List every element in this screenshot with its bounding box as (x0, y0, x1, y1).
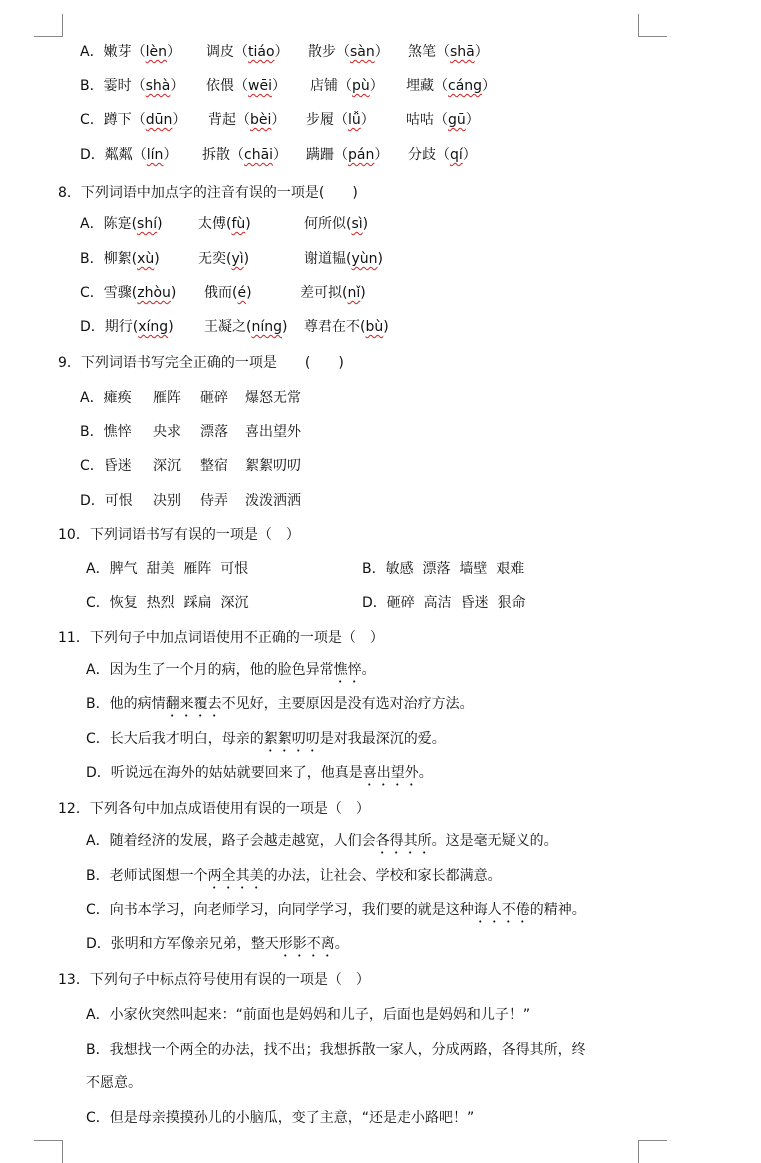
document-page: A．嫩芽（lèn） 调皮（tiáo） 散步（sàn） 煞笔（shā） B．霎时（shà） 依偎（wēi） 店铺（pù） 埋藏（cáng） C．蹲下（dūn） 背起（bèi） 步履（lǚ） 咕咕（gū） D．粼粼（lín） 拆散（chāi） 蹒跚（pán） 分歧（qí） 8．下列词语中加点字的注音有误的一项是( ) A．陈寔(shí) 太傅(fù) 何所似(sì) B．柳絮(xù) 无奕(yì) 谢道韫(yùn) C．雪骤(zhòu) 俄而(é) 差可拟(nǐ) D．期行(xíng) 王凝之(níng) 尊君在不(bù) 9．下列词语书写完全正确的一项是 ( ) A．瘫痪 雁阵 砸碎 爆怒无常 B．憔悴 央求 漂落 喜出望外 C．昏迷 深沉 整宿 絮絮叨叨 D．可恨 决别 侍弄 泼泼洒洒 10．下列词语书写有误的一项是（ ） A．脾气 甜美 雁阵 可恨 B．敏感 漂落 墙壁 艰难 C．恢复 热烈 踩扁 深沉 D．砸碎 高洁 昏迷 狠命 11．下列句子中加点词语使用不正确的一项是（ ） A．因为生了一个月的病，他的脸色异常憔悴。 B．他的病情翻来覆去不见好，主要原因是没有选对治疗方法。 C．长大后我才明白，母亲的絮絮叨叨是对我最深沉的爱。 D．听说远在海外的姑姑就要回来了，他真是喜出望外。 12．下列各句中加点成语使用有误的一项是（ ） A．随着经济的发展，路子会越走越宽，人们会各得其所。这是毫无疑义的。 B．老师试图想一个两全其美的办法，让社会、学校和家长都满意。 C．向书本学习，向老师学习，向同学学习，我们要的就是这种诲人不倦的精神。 D．张明和方军像亲兄弟，整天形影不离。 13．下列句子中标点符号使用有误的一项是（ ） A．小家伙突然叫起来：“前面也是妈妈和儿子，后面也是妈妈和儿子！” B．我想找一个两全的办法，找不出；我想拆散一家人，分成两路，各得其所，终 不愿意。 C．但是母亲摸摸孙儿的小脑瓜，变了主意，“还是走小路吧！” (58, 44, 586, 1126)
q13-option-b-line1: B．我想找一个两全的办法，找不出；我想拆散一家人，分成两路，各得其所，终 (86, 1042, 586, 1058)
q9-stem: 9．下列词语书写完全正确的一项是 ( ) (58, 355, 344, 371)
q10-option-a: A．脾气 甜美 雁阵 可恨 (86, 561, 249, 577)
q11-option-b: B．他的病情翻来覆去不见好，主要原因是没有选对治疗方法。 (86, 696, 474, 712)
q8-stem: 8．下列词语中加点字的注音有误的一项是( ) (58, 185, 358, 201)
q13-option-b-line2: 不愿意。 (86, 1075, 142, 1091)
q12-stem: 12．下列各句中加点成语使用有误的一项是（ ） (58, 801, 370, 817)
q13-option-a: A．小家伙突然叫起来：“前面也是妈妈和儿子，后面也是妈妈和儿子！” (86, 1007, 531, 1023)
q10-option-c: C．恢复 热烈 踩扁 深沉 (86, 595, 249, 611)
q10-option-d: D．砸碎 高洁 昏迷 狠命 (362, 595, 526, 611)
q12-option-c: C．向书本学习，向老师学习，向同学学习，我们要的就是这种诲人不倦的精神。 (86, 902, 586, 918)
q10-stem: 10．下列词语书写有误的一项是（ ） (58, 527, 300, 543)
q13-option-c: C．但是母亲摸摸孙儿的小脑瓜，变了主意，“还是走小路吧！” (86, 1110, 475, 1126)
q12-option-a: A．随着经济的发展，路子会越走越宽，人们会各得其所。这是毫无疑义的。 (86, 833, 558, 849)
q13-stem: 13．下列句子中标点符号使用有误的一项是（ ） (58, 972, 370, 988)
q11-option-c: C．长大后我才明白，母亲的絮絮叨叨是对我最深沉的爱。 (86, 731, 446, 747)
q12-option-b: B．老师试图想一个两全其美的办法，让社会、学校和家长都满意。 (86, 868, 502, 884)
q11-stem: 11．下列句子中加点词语使用不正确的一项是（ ） (58, 630, 384, 646)
q11-option-a: A．因为生了一个月的病，他的脸色异常憔悴。 (86, 662, 376, 678)
q10-option-b: B．敏感 漂落 墙壁 艰难 (362, 561, 525, 577)
q12-option-d: D．张明和方军像亲兄弟，整天形影不离。 (86, 936, 349, 952)
q11-option-d: D．听说远在海外的姑姑就要回来了，他真是喜出望外。 (86, 765, 433, 781)
